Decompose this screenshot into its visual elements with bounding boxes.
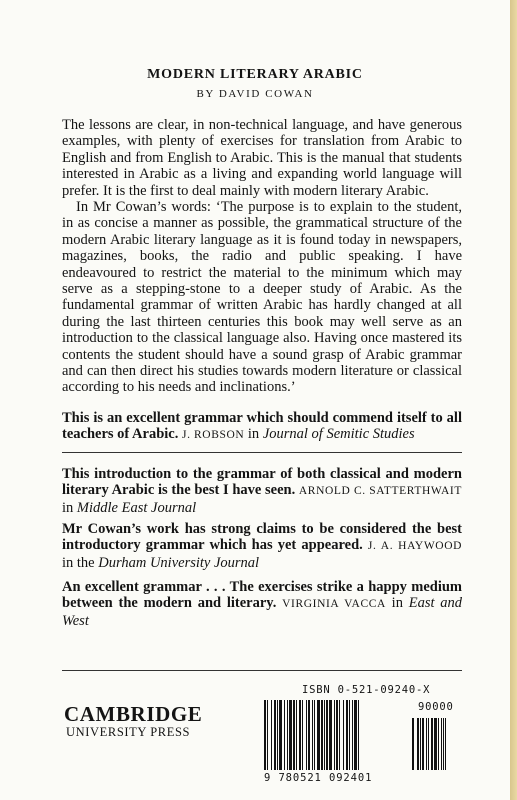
review-connector: in	[62, 499, 74, 516]
reviewer-name: VIRGINIA VACCA	[282, 598, 386, 611]
review-quote: This introduction to the grammar of both classical and modern literary Arabic is the best I have seen.	[62, 466, 462, 499]
review-quote: An excellent grammar . . . The exercises strike a happy medium between the modern and literary.	[62, 579, 462, 612]
footer-rule	[62, 670, 462, 671]
reviewer-name: J. A. HAYWOOD	[367, 540, 462, 553]
review-2	[62, 466, 462, 516]
review-source: Journal of Semitic Studies	[262, 426, 415, 443]
review-source: Durham University Journal	[98, 554, 260, 571]
description-text-1: The lessons are clear, in non-technical language, and have generous examples, with plenty of exercises for translation from Arabic to English and from English to Arabic. This is the manual that students interested in Arabic as a living and expanding world language will prefer. It is the first to deal mainly with modern literary Arabic.	[62, 117, 462, 199]
book-title: MODERN LITERARY ARABIC	[147, 67, 363, 82]
divider-rule	[62, 452, 462, 453]
review-quote: This is an excellent grammar which should commend itself to all teachers of Arabic.	[62, 410, 462, 443]
review-4	[62, 579, 462, 629]
review-connector: in	[391, 595, 403, 612]
publisher-logo-cambridge: CAMBRIDGE	[64, 702, 203, 726]
review-connector: in	[247, 426, 260, 443]
review-source: East and West	[62, 595, 463, 629]
book-author: BY DAVID COWAN	[196, 88, 314, 100]
review-connector: in the	[62, 554, 95, 571]
review-3	[62, 521, 462, 571]
review-source: Middle East Journal	[76, 499, 197, 516]
review-quote: Mr Cowan’s work has strong claims to be considered the best introductory grammar which has yet appeared.	[62, 521, 462, 554]
reviewer-name: ARNOLD C. SATTERTHWAIT	[298, 485, 462, 498]
ean-digits: 9 780521 092401	[264, 772, 373, 784]
spine-edge	[510, 0, 517, 800]
isbn-label: ISBN 0-521-09240-X	[302, 684, 431, 696]
reviewer-name: J. ROBSON	[182, 429, 245, 442]
description-paragraph-1	[62, 117, 462, 199]
ean-addon-digits: 90000	[418, 701, 454, 713]
review-1	[62, 410, 462, 444]
description-text-2: In Mr Cowan’s words: ‘The purpose is to explain to the student, in as concise a manner as possible, the grammatical structure of the modern Arabic literary language as it is found today in newspapers, magazines, books, the radio and public speaking. I have endeavoured to restrict the material to the minimum which may serve as a stepping-stone to a deeper study of Arabic. As the fundamental grammar of written Arabic has hardly changed at all during the last thirteen centuries this book may well serve as an introduction to the classical language also. Having once mastered its contents the student should have a sound grasp of Arabic grammar and can then direct his studies towards modern literature or classical according to his needs and inclinations.’	[62, 199, 462, 396]
description-paragraph-2	[62, 199, 462, 396]
publisher-logo-press: UNIVERSITY PRESS	[66, 725, 191, 739]
